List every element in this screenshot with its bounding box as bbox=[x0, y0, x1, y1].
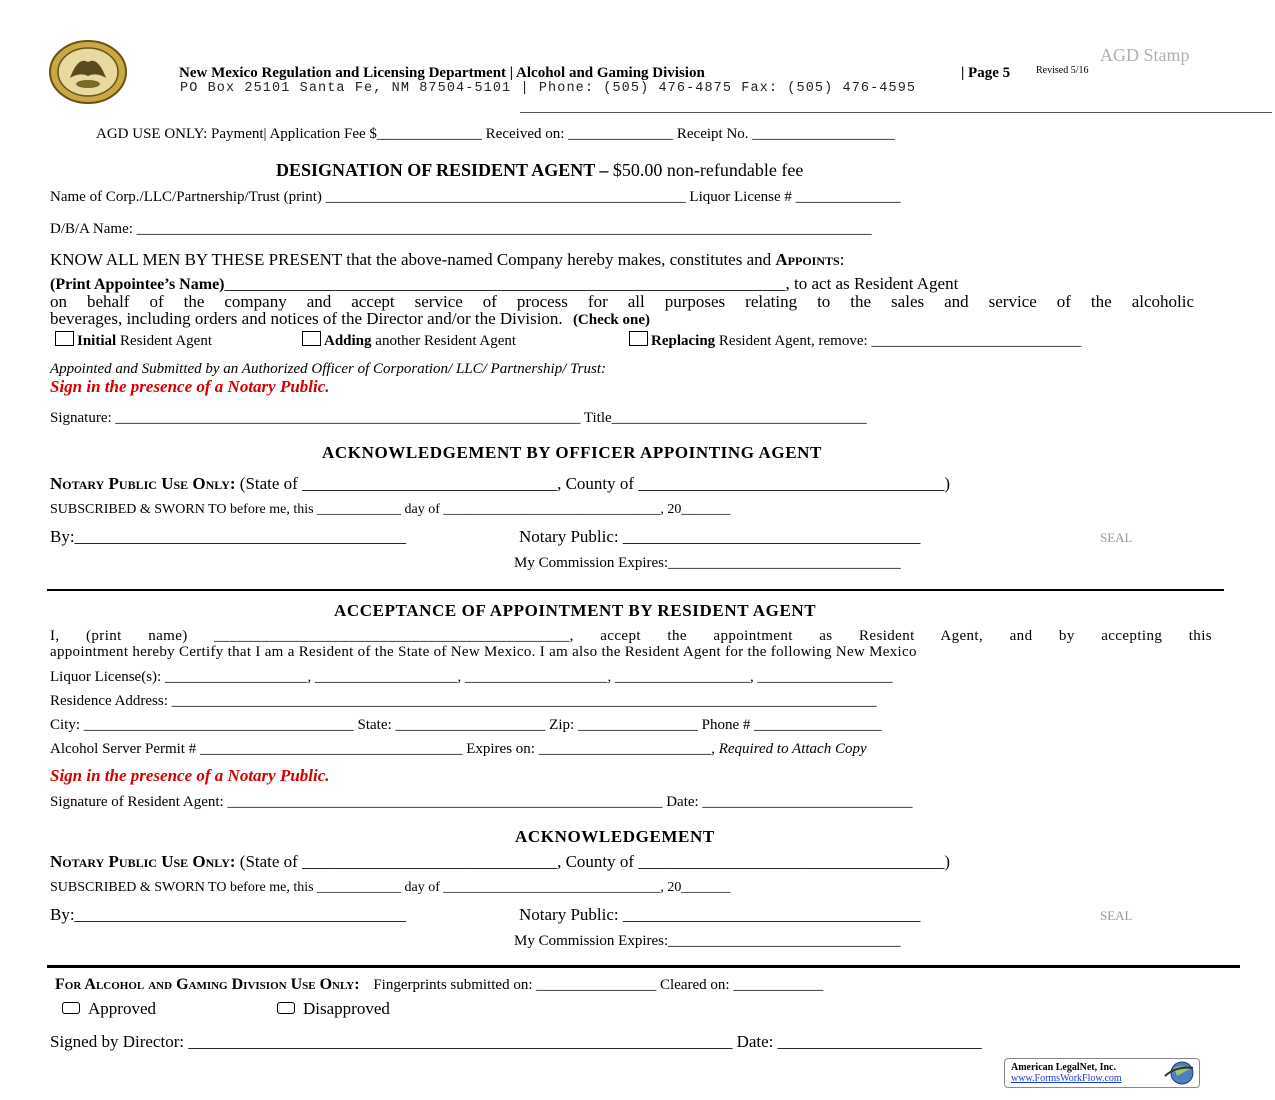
form-title-main: DESIGNATION OF RESIDENT AGENT – bbox=[276, 160, 609, 180]
behalf-line: on behalf of the company and accept service of process for all purposes relating to the sales and service of the alcoholic bbox=[50, 292, 1194, 311]
adding-rest: another Resident Agent bbox=[375, 333, 517, 349]
section-divider-1 bbox=[47, 589, 1224, 591]
notary-label-1: Notary Public Use Only: bbox=[50, 474, 236, 493]
notary-state-county-2[interactable] bbox=[50, 852, 950, 872]
notary-state-county-text-2[interactable]: (State of ______________________________, County of ____________________________________) bbox=[239, 852, 950, 871]
notary-state-county-1[interactable] bbox=[50, 474, 950, 494]
option-adding[interactable] bbox=[302, 331, 516, 350]
notary-public-line-2[interactable]: Notary Public: ___________________________________ bbox=[519, 905, 921, 924]
department-name: New Mexico Regulation and Licensing Department | Alcohol and Gaming Division bbox=[179, 65, 705, 81]
page-number: | Page 5 bbox=[961, 65, 1011, 81]
know-all-men-text: KNOW ALL MEN BY THESE PRESENT that the above-named Company hereby makes, constitutes and bbox=[50, 250, 772, 269]
acceptance-heading: ACCEPTANCE OF APPOINTMENT BY RESIDENT AGENT bbox=[334, 601, 817, 620]
commission-line-1[interactable]: My Commission Expires:_______________________________ bbox=[514, 555, 901, 571]
ack-heading: ACKNOWLEDGEMENT bbox=[515, 827, 715, 846]
sign-notary-warning-1: Sign in the presence of a Notary Public. bbox=[50, 377, 330, 396]
director-signature-line[interactable]: Signed by Director: ________________________________________________________________ Date: ________________________ bbox=[50, 1032, 982, 1051]
appointee-line[interactable] bbox=[50, 274, 958, 294]
form-title bbox=[276, 160, 803, 181]
footer-logo-box[interactable] bbox=[1004, 1058, 1200, 1088]
agd-stamp-label: AGD Stamp bbox=[1100, 45, 1190, 65]
approved-option[interactable] bbox=[62, 999, 156, 1019]
approved-label: Approved bbox=[88, 999, 156, 1018]
adding-bold: Adding bbox=[324, 333, 372, 349]
appoints-word: Appoints bbox=[775, 250, 840, 269]
replacing-checkbox[interactable] bbox=[629, 331, 648, 346]
server-permit-text[interactable]: Alcohol Server Permit # ___________________________________ Expires on: _______________________, bbox=[50, 741, 715, 757]
city-state-zip-line[interactable]: City: ____________________________________ State: ____________________ Zip: ________________ Phone # _________________ bbox=[50, 717, 882, 733]
replacing-bold: Replacing bbox=[651, 333, 716, 349]
seal-label-2: SEAL bbox=[1100, 908, 1133, 923]
notary-label-2: Notary Public Use Only: bbox=[50, 852, 236, 871]
fingerprints-line[interactable]: Fingerprints submitted on: ________________ Cleared on: ____________ bbox=[373, 977, 824, 993]
dba-name-line[interactable]: D/B/A Name: __________________________________________________________________________________________________ bbox=[50, 221, 872, 237]
required-copy-note: Required to Attach Copy bbox=[718, 741, 867, 757]
i-print-name-line[interactable]: I, (print name) _____________________________________________, accept the appointment as Resident Agent, and by accepting this bbox=[50, 628, 1212, 644]
initial-rest: Resident Agent bbox=[119, 333, 213, 349]
appointed-by-text: Appointed and Submitted by an Authorized Officer of Corporation/ LLC/ Partnership/ Trust: bbox=[50, 361, 606, 377]
corp-name-line[interactable]: Name of Corp./LLC/Partnership/Trust (print) ________________________________________________ Liquor License # ______________ bbox=[50, 189, 901, 205]
ack-officer-heading: ACKNOWLEDGEMENT BY OFFICER APPOINTING AGENT bbox=[322, 443, 822, 462]
footer-url[interactable]: www.FormsWorkFlow.com bbox=[1011, 1073, 1122, 1084]
commission-line-2[interactable]: My Commission Expires:_______________________________ bbox=[514, 933, 901, 949]
division-use-label: For Alcohol and Gaming Division Use Only: bbox=[55, 976, 360, 993]
disapproved-label: Disapproved bbox=[303, 999, 390, 1018]
seal-label-1: SEAL bbox=[1100, 530, 1133, 545]
agd-use-only-line[interactable]: AGD USE ONLY: Payment| Application Fee $______________ Received on: ______________ Receipt No. ___________________ bbox=[96, 126, 895, 142]
check-one-label: (Check one) bbox=[572, 312, 651, 328]
subscribed-line-1[interactable]: SUBSCRIBED & SWORN TO before me, this ____________ day of _______________________________, 20_______ bbox=[50, 502, 731, 517]
certify-line: appointment hereby Certify that I am a Resident of the State of New Mexico. I am also the Resident Agent for the following New Mexico bbox=[50, 644, 917, 660]
disapproved-checkbox[interactable] bbox=[277, 1002, 295, 1014]
section-divider-2 bbox=[47, 965, 1240, 968]
revised-date: Revised 5/16 bbox=[1036, 65, 1089, 76]
server-permit-line[interactable] bbox=[50, 741, 867, 758]
liquor-licenses-line[interactable]: Liquor License(s): ___________________, ___________________, ___________________, __________________, __________________ bbox=[50, 669, 893, 685]
disapproved-option[interactable] bbox=[277, 999, 390, 1019]
option-replacing[interactable] bbox=[629, 331, 1081, 350]
appointee-blank[interactable]: __________________________________________________________________, to act as Resident Agent bbox=[224, 274, 959, 293]
initial-bold: Initial bbox=[77, 333, 117, 349]
division-use-line[interactable] bbox=[55, 976, 823, 994]
subscribed-line-2[interactable]: SUBSCRIBED & SWORN TO before me, this ____________ day of _______________________________, 20_______ bbox=[50, 880, 731, 895]
approved-checkbox[interactable] bbox=[62, 1002, 80, 1014]
residence-address-line[interactable]: Residence Address: ______________________________________________________________________________________________ bbox=[50, 693, 877, 709]
option-initial[interactable] bbox=[55, 331, 212, 350]
notary-state-county-text-1[interactable]: (State of ______________________________, County of ____________________________________) bbox=[239, 474, 950, 493]
header-divider bbox=[520, 112, 1272, 113]
beverages-text: beverages, including orders and notices of the Director and/or the Division. bbox=[50, 309, 563, 328]
officer-signature-line[interactable]: Signature: ______________________________________________________________ Title__________________________________ bbox=[50, 410, 867, 426]
by-line-2[interactable]: By:_______________________________________ bbox=[50, 905, 407, 924]
replacing-rest[interactable]: Resident Agent, remove: ____________________________ bbox=[718, 333, 1082, 349]
sign-notary-warning-2: Sign in the presence of a Notary Public. bbox=[50, 766, 330, 785]
beverages-line bbox=[50, 309, 650, 329]
form-title-fee: $50.00 non-refundable fee bbox=[612, 160, 804, 180]
by-line-1[interactable]: By:_______________________________________ bbox=[50, 527, 407, 546]
state-seal bbox=[48, 40, 154, 104]
adding-checkbox[interactable] bbox=[302, 331, 321, 346]
department-address: PO Box 25101 Santa Fe, NM 87504-5101 | Phone: (505) 476-4875 Fax: (505) 476-4595 bbox=[180, 81, 917, 96]
appointee-label: (Print Appointee’s Name) bbox=[50, 276, 225, 293]
notary-public-line-1[interactable]: Notary Public: ___________________________________ bbox=[519, 527, 921, 546]
initial-checkbox[interactable] bbox=[55, 331, 74, 346]
know-all-men-line: KNOW ALL MEN BY THESE PRESENT that the above-named Company hereby makes, constitutes and Appoints: bbox=[50, 250, 845, 269]
footer-company: American LegalNet, Inc. bbox=[1011, 1062, 1116, 1073]
globe-icon bbox=[1162, 1060, 1196, 1086]
resident-signature-line[interactable]: Signature of Resident Agent: __________________________________________________________ Date: ____________________________ bbox=[50, 794, 913, 810]
